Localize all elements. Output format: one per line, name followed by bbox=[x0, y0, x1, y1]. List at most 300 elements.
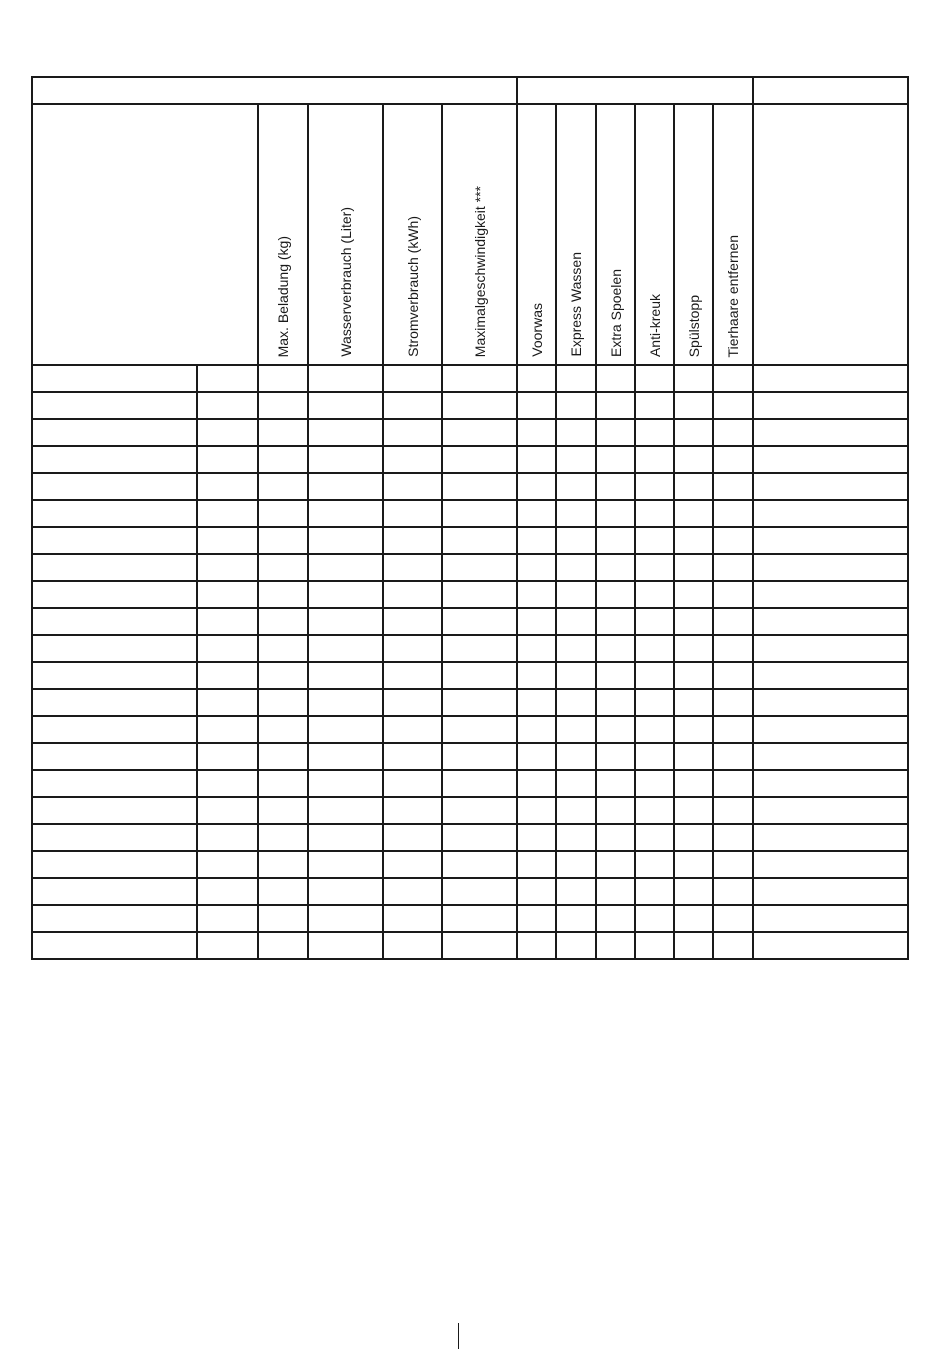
table-cell bbox=[556, 446, 596, 473]
table-cell bbox=[197, 797, 258, 824]
table-cell bbox=[32, 851, 197, 878]
table-row bbox=[32, 581, 908, 608]
table-cell bbox=[674, 527, 713, 554]
table-cell bbox=[753, 635, 908, 662]
table-cell bbox=[197, 581, 258, 608]
table-cell bbox=[258, 608, 308, 635]
table-cell bbox=[308, 365, 383, 392]
table-cell bbox=[674, 797, 713, 824]
table-cell bbox=[556, 500, 596, 527]
table-cell bbox=[258, 716, 308, 743]
table-cell bbox=[308, 932, 383, 959]
table-cell bbox=[713, 446, 753, 473]
table-cell bbox=[383, 473, 442, 500]
table-cell bbox=[32, 716, 197, 743]
table-cell bbox=[635, 608, 674, 635]
table-cell bbox=[442, 473, 517, 500]
table-row bbox=[32, 662, 908, 689]
table-cell bbox=[517, 905, 556, 932]
table-cell bbox=[32, 932, 197, 959]
table-cell bbox=[556, 554, 596, 581]
table-cell bbox=[517, 554, 556, 581]
table-cell bbox=[197, 824, 258, 851]
table-cell bbox=[383, 365, 442, 392]
table-cell bbox=[442, 689, 517, 716]
table-cell bbox=[674, 365, 713, 392]
table-cell bbox=[308, 770, 383, 797]
table-cell bbox=[258, 851, 308, 878]
table-cell bbox=[713, 797, 753, 824]
column-header-row bbox=[32, 104, 908, 365]
table-cell bbox=[753, 446, 908, 473]
table-cell bbox=[197, 635, 258, 662]
program-table-container bbox=[31, 76, 909, 960]
table-cell bbox=[596, 716, 635, 743]
table-cell bbox=[713, 770, 753, 797]
table-cell bbox=[596, 581, 635, 608]
table-cell bbox=[635, 662, 674, 689]
table-row bbox=[32, 743, 908, 770]
table-cell bbox=[197, 365, 258, 392]
table-cell bbox=[32, 770, 197, 797]
table-cell bbox=[197, 473, 258, 500]
table-cell bbox=[753, 743, 908, 770]
table-cell bbox=[753, 770, 908, 797]
table-cell bbox=[674, 824, 713, 851]
table-cell bbox=[32, 500, 197, 527]
table-row bbox=[32, 770, 908, 797]
table-cell bbox=[596, 851, 635, 878]
table-cell bbox=[258, 662, 308, 689]
table-cell bbox=[674, 392, 713, 419]
table-cell bbox=[308, 635, 383, 662]
table-cell bbox=[517, 446, 556, 473]
table-cell bbox=[308, 392, 383, 419]
table-cell bbox=[713, 419, 753, 446]
table-cell bbox=[635, 554, 674, 581]
table-cell bbox=[713, 824, 753, 851]
table-cell bbox=[713, 851, 753, 878]
table-cell bbox=[556, 635, 596, 662]
table-cell bbox=[517, 716, 556, 743]
table-cell bbox=[674, 419, 713, 446]
table-cell bbox=[753, 581, 908, 608]
table-cell bbox=[674, 473, 713, 500]
table-cell bbox=[308, 527, 383, 554]
table-cell bbox=[197, 743, 258, 770]
table-row bbox=[32, 878, 908, 905]
table-cell bbox=[383, 581, 442, 608]
table-cell bbox=[517, 770, 556, 797]
table-cell bbox=[308, 662, 383, 689]
table-cell bbox=[197, 446, 258, 473]
table-cell bbox=[753, 608, 908, 635]
table-cell bbox=[713, 743, 753, 770]
header-label: Extra Spoelen bbox=[607, 269, 624, 357]
table-cell bbox=[674, 446, 713, 473]
table-cell bbox=[556, 392, 596, 419]
table-cell bbox=[713, 554, 753, 581]
table-cell bbox=[442, 446, 517, 473]
table-cell bbox=[556, 743, 596, 770]
table-cell bbox=[32, 473, 197, 500]
table-cell bbox=[442, 797, 517, 824]
table-cell bbox=[258, 689, 308, 716]
table-row bbox=[32, 932, 908, 959]
table-cell bbox=[596, 473, 635, 500]
table-cell bbox=[197, 878, 258, 905]
group-header-last bbox=[753, 77, 908, 104]
table-cell bbox=[753, 797, 908, 824]
table-cell bbox=[197, 554, 258, 581]
table-cell bbox=[674, 716, 713, 743]
table-cell bbox=[197, 716, 258, 743]
table-cell bbox=[308, 797, 383, 824]
table-cell bbox=[32, 554, 197, 581]
table-cell bbox=[258, 392, 308, 419]
table-cell bbox=[308, 419, 383, 446]
table-body bbox=[32, 365, 908, 959]
table-cell bbox=[556, 797, 596, 824]
table-cell bbox=[635, 878, 674, 905]
table-cell bbox=[308, 581, 383, 608]
table-cell bbox=[674, 662, 713, 689]
table-cell bbox=[674, 932, 713, 959]
table-cell bbox=[383, 770, 442, 797]
table-cell bbox=[517, 878, 556, 905]
table-cell bbox=[674, 689, 713, 716]
table-cell bbox=[556, 689, 596, 716]
table-cell bbox=[596, 527, 635, 554]
table-cell bbox=[596, 824, 635, 851]
table-row bbox=[32, 392, 908, 419]
table-cell bbox=[308, 716, 383, 743]
table-cell bbox=[308, 743, 383, 770]
table-row bbox=[32, 365, 908, 392]
table-cell bbox=[596, 446, 635, 473]
table-cell bbox=[674, 500, 713, 527]
table-cell bbox=[517, 797, 556, 824]
table-cell bbox=[308, 689, 383, 716]
table-cell bbox=[517, 851, 556, 878]
table-cell bbox=[635, 500, 674, 527]
table-cell bbox=[517, 419, 556, 446]
table-cell bbox=[713, 608, 753, 635]
group-header-program-data bbox=[32, 77, 517, 104]
table-cell bbox=[753, 500, 908, 527]
table-cell bbox=[442, 905, 517, 932]
table-cell bbox=[596, 419, 635, 446]
table-cell bbox=[753, 689, 908, 716]
table-cell bbox=[713, 662, 753, 689]
table-cell bbox=[258, 932, 308, 959]
table-cell bbox=[383, 743, 442, 770]
table-cell bbox=[258, 824, 308, 851]
table-row bbox=[32, 500, 908, 527]
table-cell bbox=[556, 824, 596, 851]
header-express-wash bbox=[556, 104, 596, 365]
table-cell bbox=[442, 554, 517, 581]
header-label: Spülstopp bbox=[685, 294, 702, 357]
table-cell bbox=[308, 473, 383, 500]
table-cell bbox=[556, 608, 596, 635]
table-cell bbox=[197, 608, 258, 635]
table-row bbox=[32, 419, 908, 446]
table-cell bbox=[383, 608, 442, 635]
table-cell bbox=[713, 905, 753, 932]
table-cell bbox=[258, 419, 308, 446]
table-cell bbox=[517, 662, 556, 689]
table-cell bbox=[32, 743, 197, 770]
table-row bbox=[32, 797, 908, 824]
table-cell bbox=[258, 527, 308, 554]
table-cell bbox=[556, 770, 596, 797]
table-cell bbox=[753, 932, 908, 959]
table-row bbox=[32, 716, 908, 743]
table-cell bbox=[32, 824, 197, 851]
table-cell bbox=[383, 851, 442, 878]
table-cell bbox=[635, 824, 674, 851]
table-cell bbox=[197, 500, 258, 527]
table-cell bbox=[753, 554, 908, 581]
table-cell bbox=[635, 770, 674, 797]
table-cell bbox=[635, 716, 674, 743]
table-cell bbox=[517, 743, 556, 770]
table-cell bbox=[674, 851, 713, 878]
table-row bbox=[32, 527, 908, 554]
table-cell bbox=[753, 392, 908, 419]
table-cell bbox=[596, 608, 635, 635]
table-cell bbox=[258, 500, 308, 527]
table-cell bbox=[258, 365, 308, 392]
table-cell bbox=[197, 905, 258, 932]
table-cell bbox=[753, 473, 908, 500]
table-row bbox=[32, 554, 908, 581]
table-cell bbox=[32, 635, 197, 662]
table-cell bbox=[713, 878, 753, 905]
header-energy-consumption bbox=[383, 104, 442, 365]
header-rinse-hold bbox=[674, 104, 713, 365]
table-cell bbox=[32, 419, 197, 446]
table-cell bbox=[383, 797, 442, 824]
table-row bbox=[32, 635, 908, 662]
table-cell bbox=[635, 581, 674, 608]
table-cell bbox=[753, 851, 908, 878]
table-cell bbox=[713, 716, 753, 743]
table-cell bbox=[32, 527, 197, 554]
table-cell bbox=[442, 662, 517, 689]
table-cell bbox=[596, 689, 635, 716]
table-cell bbox=[442, 419, 517, 446]
table-cell bbox=[308, 554, 383, 581]
table-cell bbox=[383, 527, 442, 554]
table-cell bbox=[596, 365, 635, 392]
table-cell bbox=[517, 581, 556, 608]
table-cell bbox=[713, 500, 753, 527]
table-cell bbox=[383, 905, 442, 932]
table-cell bbox=[517, 500, 556, 527]
table-cell bbox=[556, 581, 596, 608]
table-cell bbox=[383, 419, 442, 446]
table-cell bbox=[197, 392, 258, 419]
table-row bbox=[32, 689, 908, 716]
table-cell bbox=[635, 851, 674, 878]
group-header-row bbox=[32, 77, 908, 104]
table-cell bbox=[713, 932, 753, 959]
table-cell bbox=[383, 932, 442, 959]
table-cell bbox=[517, 392, 556, 419]
table-cell bbox=[635, 932, 674, 959]
table-cell bbox=[442, 527, 517, 554]
page-number-divider bbox=[458, 1323, 459, 1349]
table-cell bbox=[596, 797, 635, 824]
header-label: Maximalgeschwindigkeit *** bbox=[471, 185, 488, 357]
table-cell bbox=[674, 554, 713, 581]
header-temperature-range bbox=[753, 104, 908, 365]
header-label: Stromverbrauch (kWh) bbox=[404, 216, 421, 357]
table-cell bbox=[556, 473, 596, 500]
table-cell bbox=[258, 635, 308, 662]
table-cell bbox=[197, 689, 258, 716]
table-cell bbox=[32, 581, 197, 608]
table-cell bbox=[383, 500, 442, 527]
table-cell bbox=[713, 392, 753, 419]
table-cell bbox=[32, 446, 197, 473]
table-cell bbox=[32, 662, 197, 689]
table-cell bbox=[442, 500, 517, 527]
table-cell bbox=[674, 905, 713, 932]
table-cell bbox=[32, 689, 197, 716]
table-cell bbox=[517, 689, 556, 716]
table-cell bbox=[635, 743, 674, 770]
table-cell bbox=[32, 608, 197, 635]
table-cell bbox=[517, 608, 556, 635]
table-cell bbox=[635, 446, 674, 473]
table-cell bbox=[383, 716, 442, 743]
table-cell bbox=[197, 662, 258, 689]
table-cell bbox=[596, 878, 635, 905]
header-max-load bbox=[258, 104, 308, 365]
table-cell bbox=[635, 797, 674, 824]
table-cell bbox=[517, 824, 556, 851]
table-cell bbox=[556, 716, 596, 743]
table-cell bbox=[308, 905, 383, 932]
table-row bbox=[32, 608, 908, 635]
header-label: Wasserverbrauch (Liter) bbox=[337, 207, 354, 357]
table-cell bbox=[753, 365, 908, 392]
table-cell bbox=[383, 392, 442, 419]
table-cell bbox=[258, 797, 308, 824]
table-cell bbox=[635, 635, 674, 662]
table-cell bbox=[596, 932, 635, 959]
header-label: Tierhaare entfernen bbox=[725, 234, 742, 357]
table-cell bbox=[674, 770, 713, 797]
table-cell bbox=[383, 635, 442, 662]
header-label: Express Wassen bbox=[568, 252, 585, 357]
table-cell bbox=[635, 473, 674, 500]
table-cell bbox=[556, 932, 596, 959]
table-cell bbox=[308, 500, 383, 527]
table-cell bbox=[753, 662, 908, 689]
table-cell bbox=[442, 851, 517, 878]
table-cell bbox=[674, 878, 713, 905]
table-cell bbox=[258, 581, 308, 608]
table-cell bbox=[308, 878, 383, 905]
header-label: Max. Beladung (kg) bbox=[275, 235, 291, 357]
header-label: Anti-kreuk bbox=[646, 293, 663, 357]
table-cell bbox=[517, 932, 556, 959]
table-cell bbox=[308, 824, 383, 851]
table-cell bbox=[635, 392, 674, 419]
table-cell bbox=[674, 635, 713, 662]
table-cell bbox=[635, 419, 674, 446]
table-cell bbox=[517, 527, 556, 554]
table-cell bbox=[674, 743, 713, 770]
table-cell bbox=[442, 716, 517, 743]
table-cell bbox=[442, 635, 517, 662]
table-row bbox=[32, 473, 908, 500]
table-cell bbox=[753, 824, 908, 851]
table-cell bbox=[517, 635, 556, 662]
table-cell bbox=[258, 905, 308, 932]
table-cell bbox=[713, 635, 753, 662]
table-cell bbox=[556, 662, 596, 689]
header-label: Voorwas bbox=[528, 303, 545, 357]
table-cell bbox=[383, 662, 442, 689]
table-cell bbox=[674, 608, 713, 635]
table-cell bbox=[596, 635, 635, 662]
table-cell bbox=[556, 419, 596, 446]
table-cell bbox=[635, 365, 674, 392]
table-cell bbox=[517, 365, 556, 392]
table-cell bbox=[32, 905, 197, 932]
table-cell bbox=[383, 878, 442, 905]
program-table bbox=[31, 76, 909, 960]
table-cell bbox=[596, 500, 635, 527]
header-program-name bbox=[32, 104, 258, 365]
table-cell bbox=[383, 446, 442, 473]
table-cell bbox=[442, 878, 517, 905]
table-cell bbox=[556, 851, 596, 878]
table-cell bbox=[442, 365, 517, 392]
table-cell bbox=[442, 581, 517, 608]
table-cell bbox=[308, 608, 383, 635]
table-row bbox=[32, 824, 908, 851]
table-cell bbox=[753, 419, 908, 446]
table-cell bbox=[258, 473, 308, 500]
table-cell bbox=[32, 365, 197, 392]
table-cell bbox=[596, 770, 635, 797]
table-cell bbox=[383, 554, 442, 581]
table-cell bbox=[635, 689, 674, 716]
table-cell bbox=[556, 365, 596, 392]
table-cell bbox=[713, 581, 753, 608]
table-cell bbox=[556, 878, 596, 905]
table-cell bbox=[197, 932, 258, 959]
table-cell bbox=[753, 905, 908, 932]
table-cell bbox=[596, 554, 635, 581]
table-cell bbox=[517, 473, 556, 500]
table-cell bbox=[635, 905, 674, 932]
table-cell bbox=[442, 770, 517, 797]
table-cell bbox=[383, 824, 442, 851]
table-cell bbox=[258, 878, 308, 905]
table-row bbox=[32, 905, 908, 932]
table-cell bbox=[753, 878, 908, 905]
group-header-options bbox=[517, 77, 753, 104]
header-max-spin-speed bbox=[442, 104, 517, 365]
table-cell bbox=[713, 365, 753, 392]
